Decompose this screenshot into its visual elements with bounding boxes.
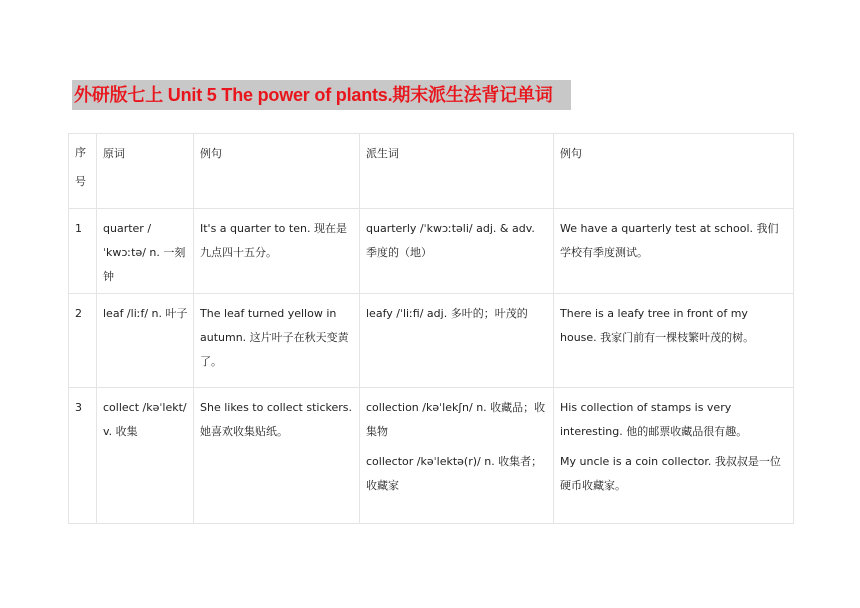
row-example: There is a leafy tree in front of my house. 我家门前有一棵枝繁叶茂的树。 xyxy=(554,294,794,388)
table-row xyxy=(69,294,794,388)
page-title: 外研版七上 Unit 5 The power of plants.期末派生法背记单词 xyxy=(72,80,571,110)
row-example-cell xyxy=(554,388,794,524)
row-word: collect /kəˈlekt/ v. 收集 xyxy=(97,388,194,524)
table-header-row xyxy=(69,134,794,209)
row-derivative: collection /kəˈlekʃn/ n. 收藏品；收集物 xyxy=(366,401,546,438)
vocabulary-table xyxy=(68,133,794,524)
table-row xyxy=(69,209,794,294)
row-sentence: She likes to collect stickers. 她喜欢收集贴纸。 xyxy=(194,388,360,524)
table-row xyxy=(69,388,794,524)
row-word: leaf /liːf/ n. 叶子 xyxy=(97,294,194,388)
row-number: 2 xyxy=(69,294,97,388)
header-word: 原词 xyxy=(97,134,194,209)
row-example: We have a quarterly test at school. 我们学校有季度测试。 xyxy=(554,209,794,294)
row-derivative: quarterly /ˈkwɔːtəli/ adj. & adv. 季度的（地） xyxy=(360,209,554,294)
row-derivative: leafy /ˈliːfi/ adj. 多叶的；叶茂的 xyxy=(360,294,554,388)
row-word: quarter /ˈkwɔːtə/ n. 一刻钟 xyxy=(97,209,194,294)
row-derivative: collector /kəˈlektə(r)/ n. 收集者；收藏家 xyxy=(366,455,543,492)
row-sentence: It's a quarter to ten. 现在是九点四十五分。 xyxy=(194,209,360,294)
row-derivative-cell xyxy=(360,388,554,524)
header-number: 序号 xyxy=(69,134,97,209)
header-derivative: 派生词 xyxy=(360,134,554,209)
row-example: His collection of stamps is very interesting. 他的邮票收藏品很有趣。 xyxy=(560,401,748,438)
row-sentence: The leaf turned yellow in autumn. 这片叶子在秋天变黄了。 xyxy=(194,294,360,388)
row-number: 3 xyxy=(69,388,97,524)
row-example: My uncle is a coin collector. 我叔叔是一位硬币收藏家。 xyxy=(560,455,781,492)
header-sentence: 例句 xyxy=(194,134,360,209)
row-number: 1 xyxy=(69,209,97,294)
header-example: 例句 xyxy=(554,134,794,209)
